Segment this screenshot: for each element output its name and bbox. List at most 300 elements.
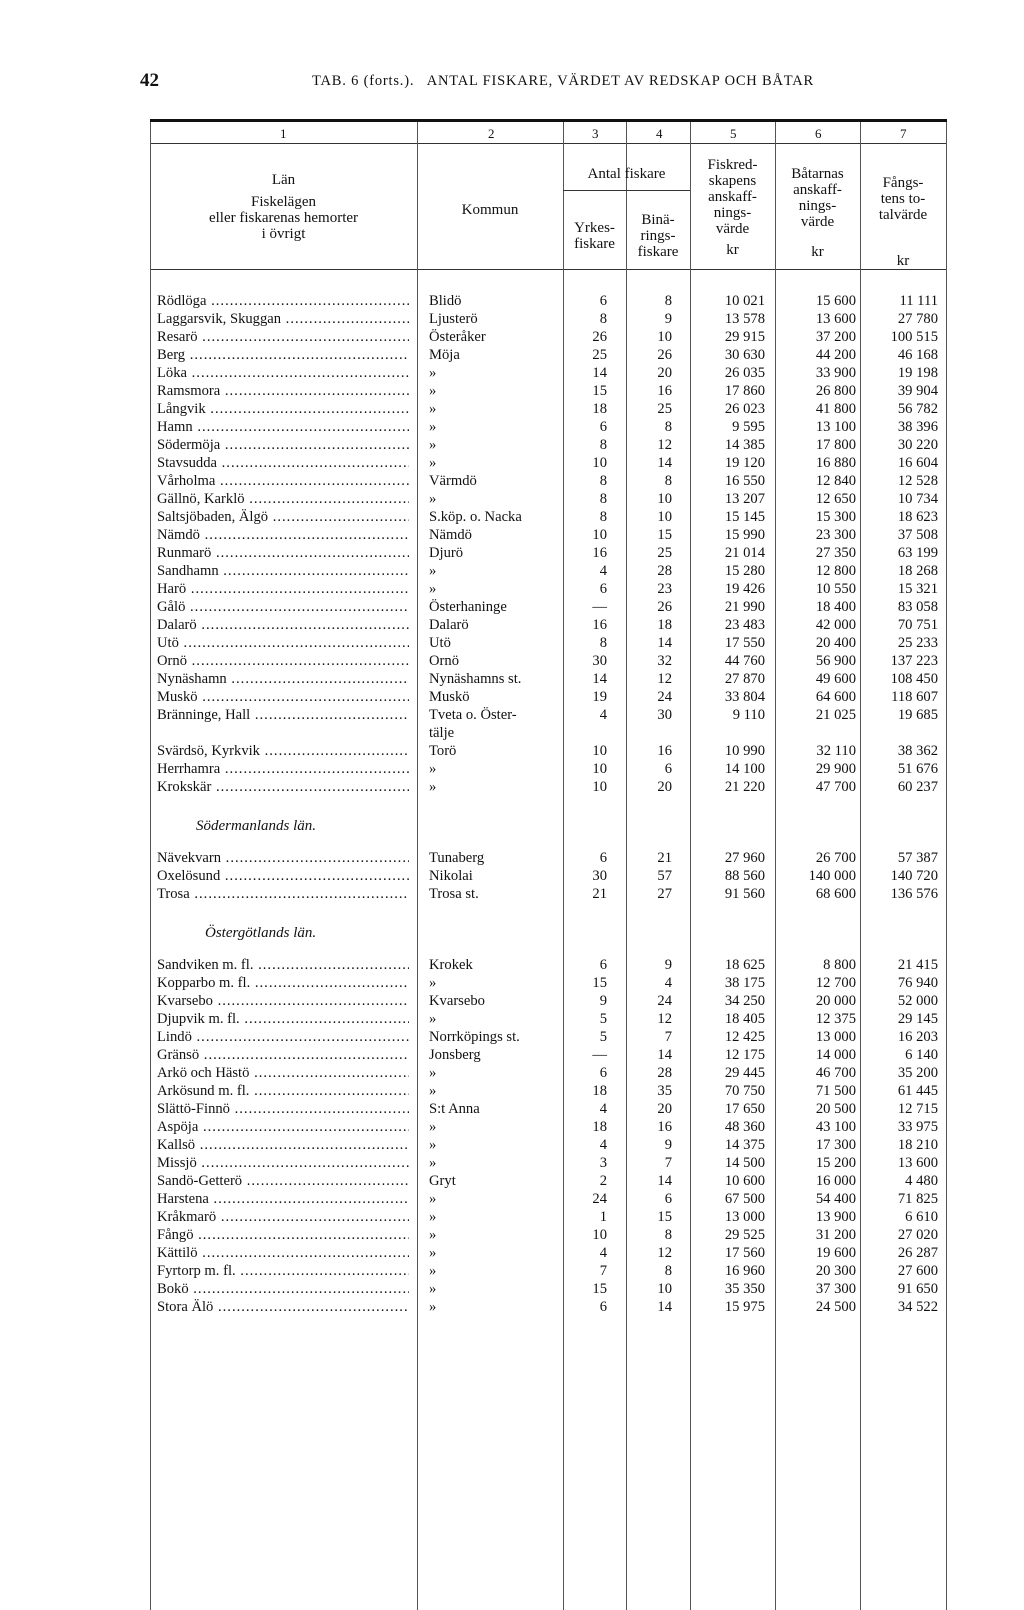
kommun-cell: Utö <box>429 635 451 651</box>
kommun-cell: Krokek <box>429 957 473 973</box>
binaringsfiskare-cell: 26 <box>657 347 672 363</box>
binaringsfiskare-cell: 26 <box>657 599 672 615</box>
fangst-value-cell: 11 111 <box>899 293 938 309</box>
column-number-5: 5 <box>730 126 737 141</box>
kommun-cell: » <box>429 365 437 381</box>
kommun-cell: Torö <box>429 743 457 759</box>
fangst-value-cell: 76 940 <box>897 975 938 991</box>
table-row <box>0 1280 1024 1298</box>
redskap-value-cell: 70 750 <box>724 1083 765 1099</box>
table-row <box>0 1190 1024 1208</box>
place-cell: Slättö-Finnö ..... <box>157 1100 409 1118</box>
redskap-value-cell: 17 860 <box>724 383 765 399</box>
batar-value-cell: 43 100 <box>815 1119 856 1135</box>
place-cell: Löka ..... <box>157 364 409 382</box>
binaringsfiskare-cell: 12 <box>657 671 672 687</box>
kommun-cell: Trosa st. <box>429 886 479 902</box>
header-fangst: Fångs- tens to- talvärde kr <box>878 175 928 269</box>
batar-value-cell: 18 400 <box>815 599 856 615</box>
place-cell: Laggarsvik, Skuggan ..... <box>157 310 409 328</box>
batar-value-cell: 31 200 <box>815 1227 856 1243</box>
place-cell: Kråkmarö ..... <box>157 1208 409 1226</box>
batar-value-cell: 8 800 <box>823 957 856 973</box>
binaringsfiskare-cell: 15 <box>657 1209 672 1225</box>
yrkesfiskare-cell: 24 <box>592 1191 607 1207</box>
binaringsfiskare-cell: 25 <box>657 545 672 561</box>
yrkesfiskare-cell: 25 <box>592 347 607 363</box>
table-row <box>0 849 1024 867</box>
binaringsfiskare-cell: 14 <box>657 1173 672 1189</box>
table-row <box>0 562 1024 580</box>
place-cell: Trosa ..... <box>157 885 409 903</box>
section-heading: Södermanlands län. <box>196 818 316 834</box>
fangst-value-cell: 56 782 <box>897 401 938 417</box>
place-cell: Arkösund m. fl. ..... <box>157 1082 409 1100</box>
binaringsfiskare-cell: 10 <box>657 329 672 345</box>
binaringsfiskare-cell: 8 <box>664 473 672 489</box>
header-lan: Län Fiskelägen eller fiskarenas hemorter i övrigt <box>208 172 359 242</box>
redskap-value-cell: 16 960 <box>724 1263 765 1279</box>
batar-value-cell: 29 900 <box>815 761 856 777</box>
fangst-value-cell: 10 734 <box>897 491 938 507</box>
table-row <box>0 1262 1024 1280</box>
binaringsfiskare-cell: 28 <box>657 1065 672 1081</box>
batar-value-cell: 13 600 <box>815 311 856 327</box>
table-row <box>0 292 1024 310</box>
batar-value-cell: 12 700 <box>815 975 856 991</box>
place-cell: Herrhamra ..... <box>157 760 409 778</box>
place-cell: Gränsö ..... <box>157 1046 409 1064</box>
table-row <box>0 634 1024 652</box>
redskap-value-cell: 91 560 <box>724 886 765 902</box>
place-cell: Vårholma ..... <box>157 472 409 490</box>
batar-value-cell: 20 400 <box>815 635 856 651</box>
fangst-value-cell: 18 268 <box>897 563 938 579</box>
redskap-value-cell: 10 990 <box>724 743 765 759</box>
fangst-value-cell: 33 975 <box>897 1119 938 1135</box>
binaringsfiskare-cell: 9 <box>664 957 672 973</box>
fangst-value-cell: 51 676 <box>897 761 938 777</box>
batar-value-cell: 68 600 <box>815 886 856 902</box>
kommun-cell: Tveta o. Öster- <box>429 707 517 723</box>
binaringsfiskare-cell: 21 <box>657 850 672 866</box>
yrkesfiskare-cell: 16 <box>592 617 607 633</box>
yrkesfiskare-cell: — <box>592 599 607 615</box>
binaringsfiskare-cell: 18 <box>657 617 672 633</box>
place-cell: Resarö ..... <box>157 328 409 346</box>
batar-value-cell: 27 350 <box>815 545 856 561</box>
table-row <box>0 1172 1024 1190</box>
table-row <box>0 688 1024 706</box>
table-row <box>0 1010 1024 1028</box>
yrkesfiskare-cell: 18 <box>592 1083 607 1099</box>
binaringsfiskare-cell: 8 <box>664 419 672 435</box>
section-heading: Östergötlands län. <box>205 925 317 941</box>
kommun-cell: Ornö <box>429 653 459 669</box>
yrkesfiskare-cell: 14 <box>592 671 607 687</box>
table-row <box>0 885 1024 903</box>
place-cell: Krokskär ..... <box>157 778 409 796</box>
place-cell: Nämdö ..... <box>157 526 409 544</box>
table-row <box>0 1226 1024 1244</box>
table-row <box>0 1154 1024 1172</box>
redskap-value-cell: 48 360 <box>724 1119 765 1135</box>
table-row <box>0 867 1024 885</box>
redskap-value-cell: 12 175 <box>724 1047 765 1063</box>
kommun-cell: Norrköpings st. <box>429 1029 520 1045</box>
kommun-cell: Kvarsebo <box>429 993 485 1009</box>
batar-value-cell: 47 700 <box>815 779 856 795</box>
kommun-cell: » <box>429 1083 437 1099</box>
fangst-value-cell: 27 600 <box>897 1263 938 1279</box>
fangst-value-cell: 19 685 <box>897 707 938 723</box>
kommun-cell: Österhaninge <box>429 599 507 615</box>
batar-value-cell: 20 000 <box>815 993 856 1009</box>
place-cell: Kättilö ..... <box>157 1244 409 1262</box>
place-cell: Gällnö, Karklö ..... <box>157 490 409 508</box>
kommun-cell: » <box>429 1299 437 1315</box>
binaringsfiskare-cell: 27 <box>657 886 672 902</box>
fangst-value-cell: 38 362 <box>897 743 938 759</box>
binaringsfiskare-cell: 24 <box>657 689 672 705</box>
table-row <box>0 1208 1024 1226</box>
yrkesfiskare-cell: 8 <box>599 491 607 507</box>
redskap-value-cell: 67 500 <box>724 1191 765 1207</box>
batar-value-cell: 12 800 <box>815 563 856 579</box>
yrkesfiskare-cell: 10 <box>592 455 607 471</box>
yrkesfiskare-cell: 5 <box>599 1029 607 1045</box>
redskap-value-cell: 13 207 <box>724 491 765 507</box>
header-yrkesfiskare: Yrkes- fiskare <box>574 220 615 252</box>
yrkesfiskare-cell: 6 <box>599 957 607 973</box>
fangst-value-cell: 60 237 <box>897 779 938 795</box>
yrkesfiskare-cell: 4 <box>599 1137 607 1153</box>
yrkesfiskare-cell: 10 <box>592 779 607 795</box>
table-row <box>0 1100 1024 1118</box>
fangst-value-cell: 136 576 <box>890 886 938 902</box>
yrkesfiskare-cell: 6 <box>599 1065 607 1081</box>
fangst-value-cell: 16 604 <box>897 455 938 471</box>
binaringsfiskare-cell: 16 <box>657 1119 672 1135</box>
place-cell: Sandhamn ..... <box>157 562 409 580</box>
batar-value-cell: 14 000 <box>815 1047 856 1063</box>
header-antal-fiskare: Antal fiskare <box>587 166 666 182</box>
batar-value-cell: 13 100 <box>815 419 856 435</box>
kommun-cell: » <box>429 1227 437 1243</box>
redskap-value-cell: 14 500 <box>724 1155 765 1171</box>
redskap-value-cell: 9 110 <box>732 707 765 723</box>
redskap-value-cell: 21 220 <box>724 779 765 795</box>
binaringsfiskare-cell: 16 <box>657 383 672 399</box>
page-number: 42 <box>140 70 159 91</box>
place-cell: Lindö ..... <box>157 1028 409 1046</box>
binaringsfiskare-cell: 9 <box>664 311 672 327</box>
binaringsfiskare-cell: 8 <box>664 1227 672 1243</box>
table-row <box>0 598 1024 616</box>
place-cell: Södermöja ..... <box>157 436 409 454</box>
batar-value-cell: 16 000 <box>815 1173 856 1189</box>
batar-value-cell: 15 300 <box>815 509 856 525</box>
redskap-value-cell: 17 550 <box>724 635 765 651</box>
header-kommun: Kommun <box>461 202 519 218</box>
place-cell: Berg ..... <box>157 346 409 364</box>
table-row <box>0 1244 1024 1262</box>
table-row <box>0 580 1024 598</box>
fangst-value-cell: 140 720 <box>890 868 938 884</box>
kommun-cell: » <box>429 1281 437 1297</box>
redskap-value-cell: 21 990 <box>724 599 765 615</box>
place-cell: Nävekvarn ..... <box>157 849 409 867</box>
place-cell: Nynäshamn ..... <box>157 670 409 688</box>
place-cell: Fyrtorp m. fl. ..... <box>157 1262 409 1280</box>
fangst-value-cell: 70 751 <box>897 617 938 633</box>
batar-value-cell: 26 700 <box>815 850 856 866</box>
yrkesfiskare-cell: 21 <box>592 886 607 902</box>
redskap-value-cell: 15 145 <box>724 509 765 525</box>
fangst-value-cell: 83 058 <box>897 599 938 615</box>
kommun-cell: » <box>429 581 437 597</box>
fangst-value-cell: 61 445 <box>897 1083 938 1099</box>
kommun-cell: Djurö <box>429 545 464 561</box>
redskap-value-cell: 9 595 <box>732 419 765 435</box>
redskap-value-cell: 13 000 <box>724 1209 765 1225</box>
fangst-value-cell: 6 610 <box>905 1209 938 1225</box>
column-number-7: 7 <box>900 126 907 141</box>
redskap-value-cell: 10 021 <box>724 293 765 309</box>
yrkesfiskare-cell: 8 <box>599 311 607 327</box>
binaringsfiskare-cell: 16 <box>657 743 672 759</box>
redskap-value-cell: 44 760 <box>724 653 765 669</box>
header-redskap: Fiskred- skapens anskaff- nings- värde kr <box>707 157 758 258</box>
binaringsfiskare-cell: 10 <box>657 491 672 507</box>
redskap-value-cell: 27 960 <box>724 850 765 866</box>
kommun-cell: » <box>429 1209 437 1225</box>
redskap-value-cell: 13 578 <box>724 311 765 327</box>
redskap-value-cell: 19 120 <box>724 455 765 471</box>
place-cell: Harstena ..... <box>157 1190 409 1208</box>
batar-value-cell: 71 500 <box>815 1083 856 1099</box>
binaringsfiskare-cell: 28 <box>657 563 672 579</box>
kommun-cell: Nikolai <box>429 868 473 884</box>
redskap-value-cell: 30 630 <box>724 347 765 363</box>
batar-value-cell: 19 600 <box>815 1245 856 1261</box>
batar-value-cell: 15 600 <box>815 293 856 309</box>
kommun-cell: » <box>429 1011 437 1027</box>
binaringsfiskare-cell: 23 <box>657 581 672 597</box>
kommun-cell: » <box>429 491 437 507</box>
fangst-value-cell: 63 199 <box>897 545 938 561</box>
yrkesfiskare-cell: 14 <box>592 365 607 381</box>
column-number-3: 3 <box>592 126 599 141</box>
redskap-value-cell: 29 445 <box>724 1065 765 1081</box>
yrkesfiskare-cell: 10 <box>592 527 607 543</box>
table-row <box>0 760 1024 778</box>
yrkesfiskare-cell: 16 <box>592 545 607 561</box>
batar-value-cell: 140 000 <box>808 868 856 884</box>
fangst-value-cell: 4 480 <box>905 1173 938 1189</box>
binaringsfiskare-cell: 25 <box>657 401 672 417</box>
binaringsfiskare-cell: 10 <box>657 1281 672 1297</box>
fangst-value-cell: 37 508 <box>897 527 938 543</box>
place-cell: Kopparbo m. fl. ..... <box>157 974 409 992</box>
fangst-value-cell: 52 000 <box>897 993 938 1009</box>
table-row <box>0 328 1024 346</box>
binaringsfiskare-cell: 4 <box>664 975 672 991</box>
yrkesfiskare-cell: 3 <box>599 1155 607 1171</box>
binaringsfiskare-cell: 6 <box>664 1191 672 1207</box>
kommun-cell: » <box>429 419 437 435</box>
place-cell: Saltsjöbaden, Älgö ..... <box>157 508 409 526</box>
table-row <box>0 508 1024 526</box>
yrkesfiskare-cell: 4 <box>599 1245 607 1261</box>
batar-value-cell: 37 300 <box>815 1281 856 1297</box>
yrkesfiskare-cell: 8 <box>599 509 607 525</box>
batar-value-cell: 16 880 <box>815 455 856 471</box>
fangst-value-cell: 91 650 <box>897 1281 938 1297</box>
binaringsfiskare-cell: 15 <box>657 527 672 543</box>
table-row <box>0 1028 1024 1046</box>
fangst-value-cell: 100 515 <box>890 329 938 345</box>
fangst-value-cell: 12 715 <box>897 1101 938 1117</box>
yrkesfiskare-cell: 6 <box>599 419 607 435</box>
table-row <box>0 526 1024 544</box>
place-cell: Runmarö ..... <box>157 544 409 562</box>
place-cell: Stavsudda ..... <box>157 454 409 472</box>
binaringsfiskare-cell: 7 <box>664 1155 672 1171</box>
redskap-value-cell: 14 375 <box>724 1137 765 1153</box>
batar-value-cell: 12 650 <box>815 491 856 507</box>
kommun-cell: Jonsberg <box>429 1047 481 1063</box>
table-row <box>0 382 1024 400</box>
yrkesfiskare-cell: 10 <box>592 1227 607 1243</box>
redskap-value-cell: 34 250 <box>724 993 765 1009</box>
place-cell: Arkö och Hästö ..... <box>157 1064 409 1082</box>
kommun-cell: » <box>429 1245 437 1261</box>
kommun-cell: » <box>429 975 437 991</box>
batar-value-cell: 64 600 <box>815 689 856 705</box>
yrkesfiskare-cell: — <box>592 1047 607 1063</box>
yrkesfiskare-cell: 7 <box>599 1263 607 1279</box>
binaringsfiskare-cell: 20 <box>657 365 672 381</box>
table-row <box>0 436 1024 454</box>
table-title: ANTAL FISKARE, VÄRDET AV REDSKAP OCH BÅTAR <box>426 73 814 89</box>
fangst-value-cell: 6 140 <box>905 1047 938 1063</box>
header-batar: Båtarnas anskaff- nings- värde kr <box>791 166 844 260</box>
yrkesfiskare-cell: 6 <box>599 581 607 597</box>
column-number-6: 6 <box>815 126 822 141</box>
place-cell: Utö ..... <box>157 634 409 652</box>
fangst-value-cell: 19 198 <box>897 365 938 381</box>
fangst-value-cell: 27 020 <box>897 1227 938 1243</box>
kommun-cell: » <box>429 401 437 417</box>
kommun-cell: » <box>429 437 437 453</box>
table-row <box>0 778 1024 796</box>
yrkesfiskare-cell: 30 <box>592 868 607 884</box>
kommun-cell: Värmdö <box>429 473 477 489</box>
fangst-value-cell: 35 200 <box>897 1065 938 1081</box>
kommun-cell: » <box>429 1065 437 1081</box>
table-row <box>0 418 1024 436</box>
yrkesfiskare-cell: 8 <box>599 473 607 489</box>
binaringsfiskare-cell: 10 <box>657 509 672 525</box>
batar-value-cell: 33 900 <box>815 365 856 381</box>
binaringsfiskare-cell: 8 <box>664 293 672 309</box>
redskap-value-cell: 18 625 <box>724 957 765 973</box>
batar-value-cell: 24 500 <box>815 1299 856 1315</box>
kommun-cell: » <box>429 383 437 399</box>
yrkesfiskare-cell: 18 <box>592 1119 607 1135</box>
yrkesfiskare-cell: 15 <box>592 383 607 399</box>
binaringsfiskare-cell: 9 <box>664 1137 672 1153</box>
batar-value-cell: 46 700 <box>815 1065 856 1081</box>
place-cell: Sandviken m. fl. ..... <box>157 956 409 974</box>
binaringsfiskare-cell: 12 <box>657 1245 672 1261</box>
place-cell: Rödlöga ..... <box>157 292 409 310</box>
redskap-value-cell: 29 915 <box>724 329 765 345</box>
redskap-value-cell: 26 023 <box>724 401 765 417</box>
binaringsfiskare-cell: 14 <box>657 1299 672 1315</box>
kommun-cell: Österåker <box>429 329 486 345</box>
table-row <box>0 956 1024 974</box>
batar-value-cell: 17 800 <box>815 437 856 453</box>
batar-value-cell: 42 000 <box>815 617 856 633</box>
redskap-value-cell: 15 280 <box>724 563 765 579</box>
redskap-value-cell: 16 550 <box>724 473 765 489</box>
fangst-value-cell: 21 415 <box>897 957 938 973</box>
fangst-value-cell: 12 528 <box>897 473 938 489</box>
redskap-value-cell: 38 175 <box>724 975 765 991</box>
fangst-value-cell: 13 600 <box>897 1155 938 1171</box>
kommun-cell: » <box>429 1155 437 1171</box>
binaringsfiskare-cell: 35 <box>657 1083 672 1099</box>
redskap-value-cell: 21 014 <box>724 545 765 561</box>
place-cell: Muskö ..... <box>157 688 409 706</box>
yrkesfiskare-cell: 8 <box>599 437 607 453</box>
place-cell: Långvik ..... <box>157 400 409 418</box>
kommun-cell: Muskö <box>429 689 470 705</box>
table-row <box>0 1136 1024 1154</box>
binaringsfiskare-cell: 6 <box>664 761 672 777</box>
binaringsfiskare-cell: 12 <box>657 1011 672 1027</box>
batar-value-cell: 12 375 <box>815 1011 856 1027</box>
yrkesfiskare-cell: 2 <box>599 1173 607 1189</box>
batar-value-cell: 12 840 <box>815 473 856 489</box>
table-row <box>0 400 1024 418</box>
redskap-value-cell: 33 804 <box>724 689 765 705</box>
fangst-value-cell: 30 220 <box>897 437 938 453</box>
table-row <box>0 454 1024 472</box>
redskap-value-cell: 10 600 <box>724 1173 765 1189</box>
table-row <box>0 1082 1024 1100</box>
yrkesfiskare-cell: 6 <box>599 1299 607 1315</box>
redskap-value-cell: 15 990 <box>724 527 765 543</box>
yrkesfiskare-cell: 10 <box>592 761 607 777</box>
place-cell: Fångö ..... <box>157 1226 409 1244</box>
fangst-value-cell: 25 233 <box>897 635 938 651</box>
binaringsfiskare-cell: 57 <box>657 868 672 884</box>
fangst-value-cell: 26 287 <box>897 1245 938 1261</box>
fangst-value-cell: 29 145 <box>897 1011 938 1027</box>
table-row <box>0 616 1024 634</box>
binaringsfiskare-cell: 14 <box>657 1047 672 1063</box>
fangst-value-cell: 39 904 <box>897 383 938 399</box>
redskap-value-cell: 35 350 <box>724 1281 765 1297</box>
binaringsfiskare-cell: 14 <box>657 455 672 471</box>
batar-value-cell: 17 300 <box>815 1137 856 1153</box>
place-cell: Oxelösund ..... <box>157 867 409 885</box>
yrkesfiskare-cell: 4 <box>599 563 607 579</box>
place-cell: Bokö ..... <box>157 1280 409 1298</box>
